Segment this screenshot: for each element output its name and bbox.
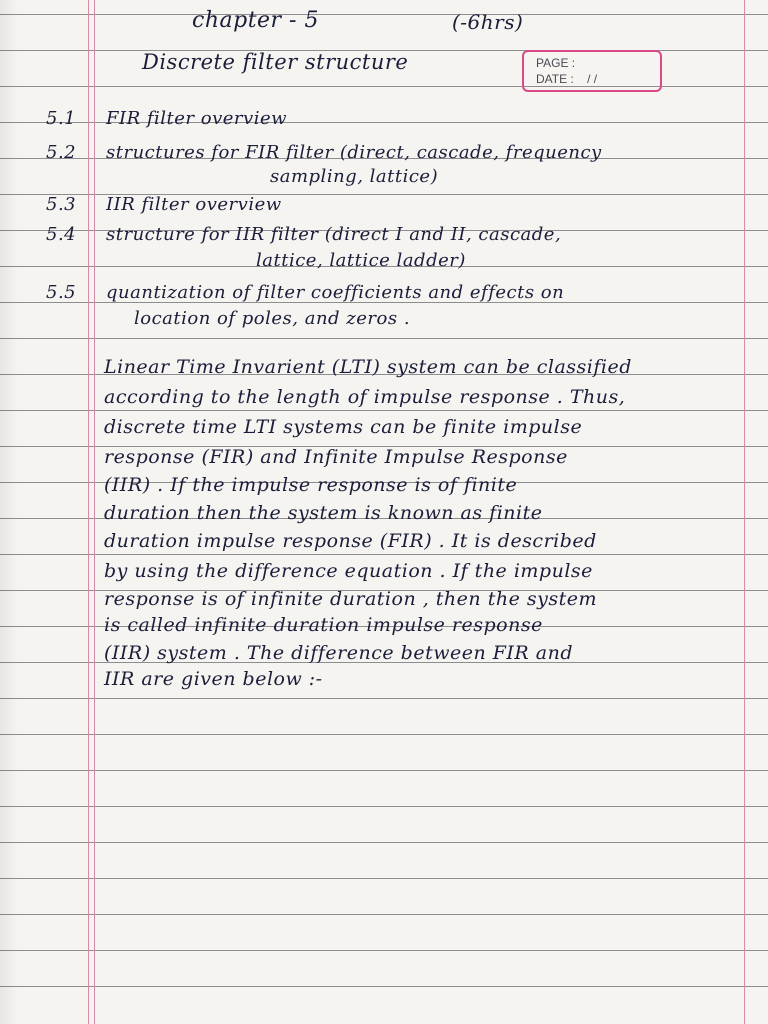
toc-item (46, 194, 282, 215)
paragraph-line: is called infinite duration impulse response (104, 614, 543, 636)
toc-text-continued: location of poles, and zeros . (134, 308, 411, 329)
paragraph-line: duration impulse response (FIR) . It is described (104, 530, 597, 552)
toc-text: FIR filter overview (106, 108, 288, 129)
margin-line-right (744, 0, 745, 1024)
toc-text-continued: lattice, lattice ladder) (256, 250, 466, 271)
toc-item (46, 108, 287, 129)
toc-item (46, 224, 561, 245)
paragraph-line: response (FIR) and Infinite Impulse Response (104, 446, 568, 468)
paragraph-line: response is of infinite duration , then the system (104, 588, 597, 610)
toc-text-continued: sampling, lattice) (270, 166, 439, 187)
paragraph-line: IIR are given below :- (104, 668, 323, 690)
paragraph-line: discrete time LTI systems can be finite impulse (104, 416, 583, 438)
toc-text: quantization of filter coefficients and effects on (106, 282, 565, 303)
paragraph-line: Linear Time Invarient (LTI) system can be classified (104, 356, 632, 378)
toc-item (46, 142, 602, 163)
toc-number: 5.5 (46, 282, 77, 303)
toc-number: 5.3 (46, 194, 77, 215)
chapter-subtitle: Discrete filter structure (142, 50, 409, 74)
toc-number: 5.2 (46, 142, 77, 163)
paragraph-line: (IIR) system . The difference between FIR and (104, 642, 573, 664)
page-label: PAGE : (536, 56, 576, 70)
toc-item (46, 282, 564, 303)
date-label: DATE : (536, 72, 574, 86)
chapter-title: chapter - 5 (192, 8, 319, 33)
toc-text: structures for FIR filter (direct, cascade, frequency (106, 142, 602, 163)
date-row (536, 71, 660, 87)
page-date-box (522, 50, 662, 92)
date-value: / / (587, 72, 598, 86)
toc-text: structure for IIR filter (direct I and II, cascade, (106, 224, 562, 245)
toc-text: IIR filter overview (106, 194, 282, 215)
paragraph-line: by using the difference equation . If the impulse (104, 560, 593, 582)
paragraph-line: (IIR) . If the impulse response is of finite (104, 474, 518, 496)
paragraph-line: according to the length of impulse response . Thus, (104, 386, 626, 408)
toc-number: 5.1 (46, 108, 77, 129)
toc-number: 5.4 (46, 224, 77, 245)
paragraph-line: duration then the system is known as finite (104, 502, 543, 524)
chapter-hours: (-6hrs) (452, 10, 524, 34)
